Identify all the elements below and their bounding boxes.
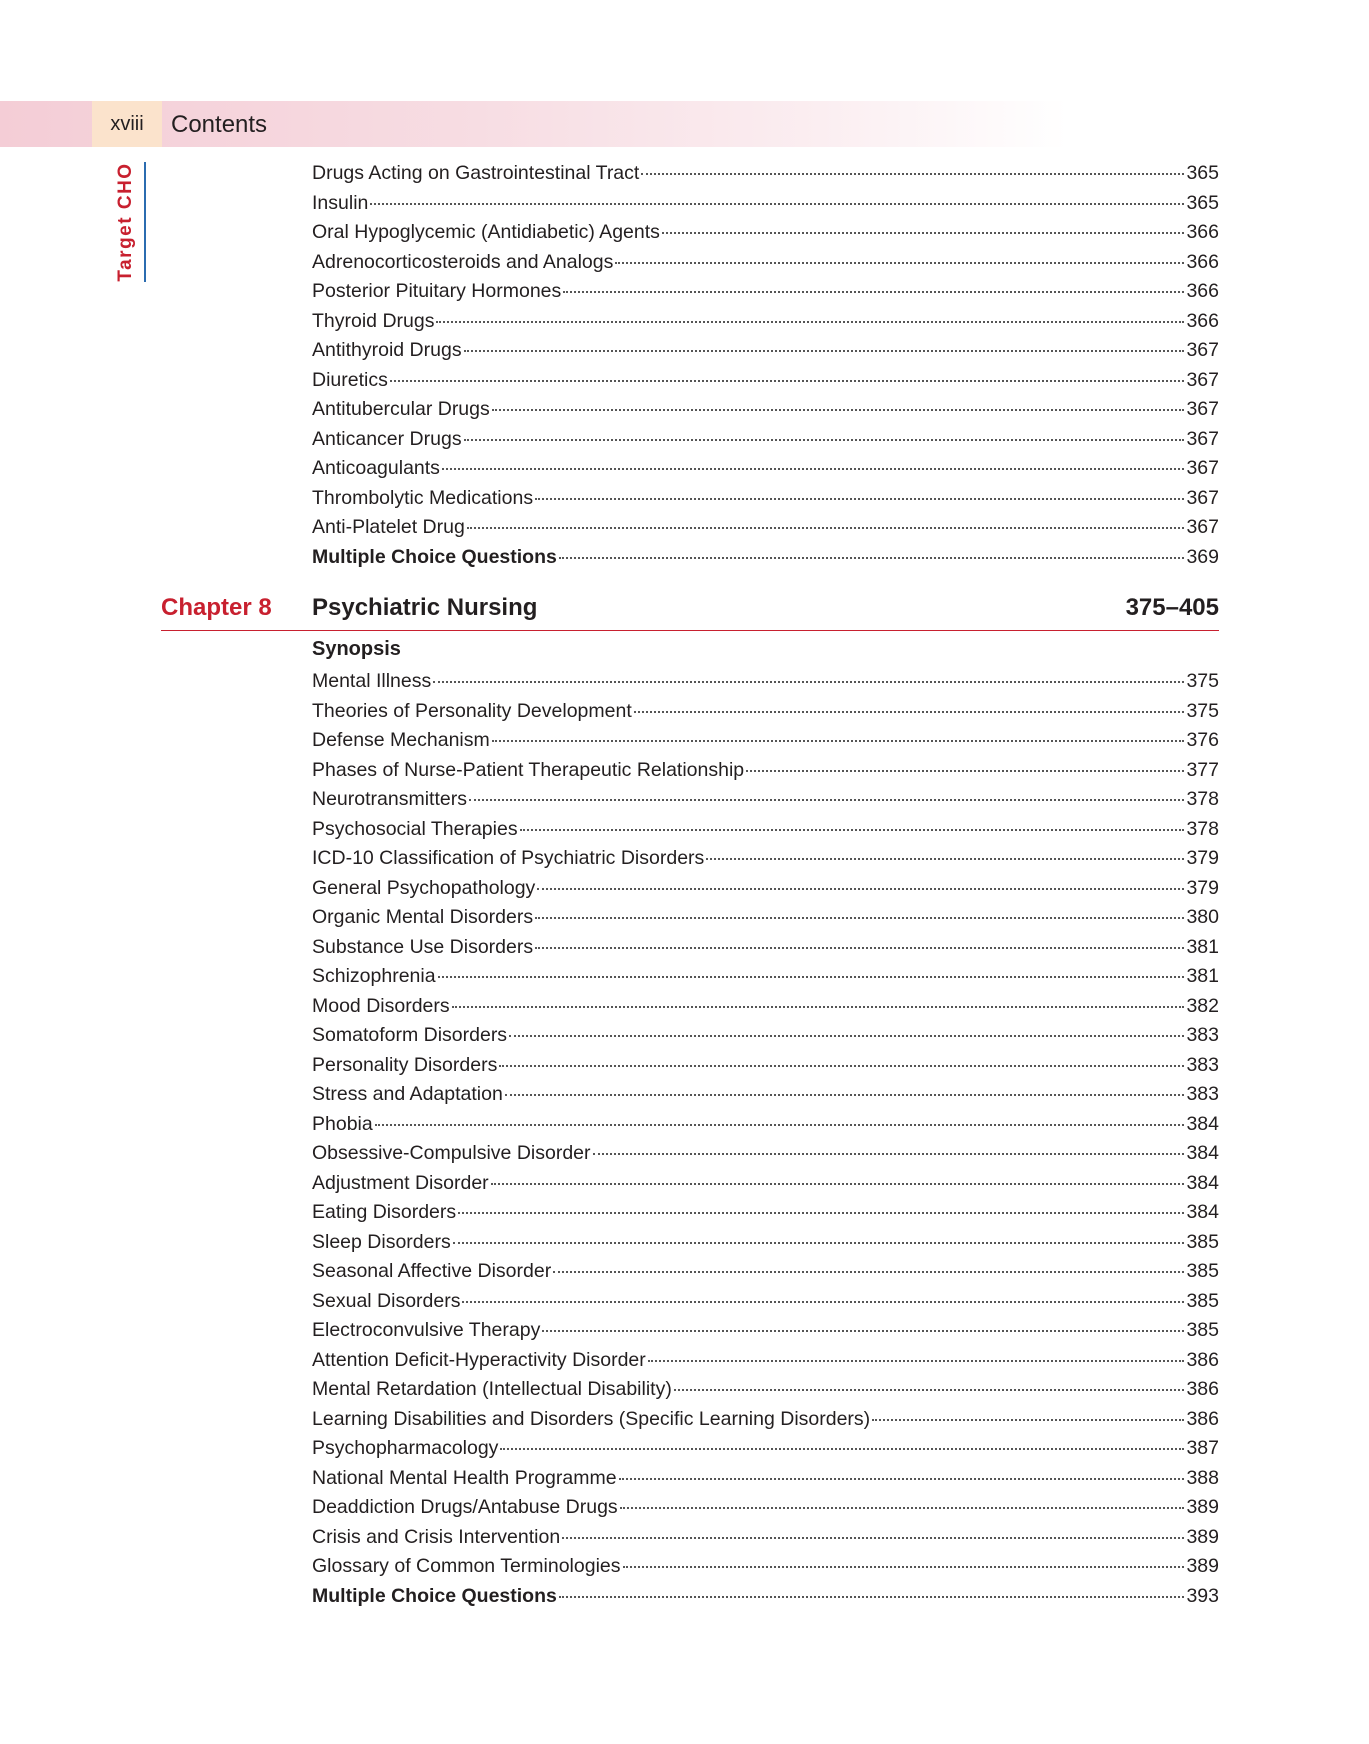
dot-leader: [537, 888, 1184, 890]
toc-entry-page: 384: [1186, 1171, 1219, 1194]
toc-entry[interactable]: [312, 484, 1219, 514]
toc-entry-title: Posterior Pituitary Hormones: [312, 280, 562, 302]
toc-entry-page: 383: [1186, 1083, 1219, 1105]
toc-entry-title: Insulin: [312, 191, 369, 214]
toc-entry[interactable]: [312, 1346, 1219, 1376]
toc-entry[interactable]: [312, 815, 1219, 845]
toc-entry-page: 375: [1186, 670, 1219, 692]
toc-entry-title: Anticancer Drugs: [312, 427, 462, 450]
toc-entry-page: 389: [1186, 1525, 1219, 1548]
toc-entry[interactable]: [312, 1287, 1219, 1317]
toc-entry-title: Thyroid Drugs: [312, 309, 435, 332]
toc-entry-title: Seasonal Affective Disorder: [312, 1260, 552, 1282]
toc-entry-title: National Mental Health Programme: [312, 1466, 617, 1489]
toc-entry[interactable]: [312, 962, 1219, 992]
toc-entry-title: Organic Mental Disorders: [312, 906, 534, 928]
dot-leader: [746, 770, 1184, 772]
dot-leader: [559, 1596, 1185, 1598]
dot-leader: [375, 1124, 1185, 1126]
toc-entry-title: Learning Disabilities and Disorders (Specific Learning Disorders): [312, 1407, 871, 1430]
dot-leader: [634, 711, 1185, 713]
toc-entry-page: 380: [1186, 906, 1219, 928]
dot-leader: [458, 1212, 1184, 1214]
page-number: xviii: [92, 101, 162, 147]
dot-leader: [453, 1242, 1185, 1244]
toc-entry[interactable]: [312, 513, 1219, 543]
toc-entry[interactable]: [312, 1198, 1219, 1228]
toc-entry[interactable]: [312, 1523, 1219, 1553]
toc-entry-page: 378: [1186, 817, 1219, 840]
toc-entry-title: Somatoform Disorders: [312, 1024, 508, 1046]
toc-entry[interactable]: [312, 366, 1219, 396]
toc-entry[interactable]: [312, 874, 1219, 904]
toc-entry-page: 366: [1186, 309, 1219, 332]
dot-leader: [674, 1389, 1185, 1391]
dot-leader: [553, 1271, 1184, 1273]
toc-entry-page: 377: [1186, 758, 1219, 781]
dot-leader: [542, 1330, 1184, 1332]
toc-entry[interactable]: [312, 1375, 1219, 1405]
toc-entry-title: Oral Hypoglycemic (Antidiabetic) Agents: [312, 221, 660, 243]
toc-entry-page: 378: [1186, 788, 1219, 810]
toc-entry[interactable]: [312, 1316, 1219, 1346]
toc-entry-page: 384: [1186, 1112, 1219, 1135]
toc-entry-page: 379: [1186, 876, 1219, 899]
toc-entry-title: Mental Illness: [312, 670, 432, 692]
toc-entry[interactable]: [312, 1228, 1219, 1258]
toc-entry-title: Anti-Platelet Drug: [312, 516, 465, 538]
toc-entry[interactable]: [312, 1434, 1219, 1464]
toc-entry-page: 383: [1186, 1053, 1219, 1076]
toc-entry-page: 393: [1186, 1584, 1219, 1607]
chapter-heading: [161, 590, 1219, 631]
toc-entry-title: Substance Use Disorders: [312, 935, 534, 958]
toc-entry-title: Phases of Nurse-Patient Therapeutic Relationship: [312, 758, 745, 781]
toc-entry[interactable]: [312, 1493, 1219, 1523]
toc-entry-title: Psychosocial Therapies: [312, 817, 518, 840]
side-tab: [108, 162, 146, 282]
toc-entry[interactable]: [312, 992, 1219, 1022]
toc-entry[interactable]: [312, 1169, 1219, 1199]
dot-leader: [619, 1478, 1185, 1480]
toc-entry-title: Drugs Acting on Gastrointestinal Tract: [312, 162, 640, 184]
dot-leader: [436, 321, 1184, 323]
dot-leader: [390, 380, 1185, 382]
chapter-title: Psychiatric Nursing: [312, 594, 538, 621]
toc-entry-page: 389: [1186, 1496, 1219, 1518]
toc-entry-page: 365: [1186, 162, 1219, 184]
dot-leader: [648, 1360, 1185, 1362]
toc-entry[interactable]: [312, 189, 1219, 219]
toc-entry[interactable]: [312, 1552, 1219, 1582]
toc-entry-title: Sleep Disorders: [312, 1230, 451, 1253]
toc-entry-title: Crisis and Crisis Intervention: [312, 1525, 561, 1548]
toc-entry[interactable]: [312, 425, 1219, 455]
dot-leader: [469, 799, 1184, 801]
toc-entry-title: Phobia: [312, 1112, 373, 1135]
toc-entry-page: 387: [1186, 1437, 1219, 1459]
toc-entry-title: Multiple Choice Questions: [312, 545, 557, 568]
toc-entry[interactable]: [312, 903, 1219, 933]
toc-entry-title: Adrenocorticosteroids and Analogs: [312, 250, 614, 273]
toc-entry-title: Stress and Adaptation: [312, 1083, 503, 1105]
toc-entry-page: 382: [1186, 994, 1219, 1017]
dot-leader: [462, 1301, 1184, 1303]
toc-entry-page: 384: [1186, 1201, 1219, 1223]
toc-entry-title: ICD-10 Classification of Psychiatric Disorders: [312, 847, 705, 869]
toc-entry-title: Deaddiction Drugs/Antabuse Drugs: [312, 1496, 618, 1518]
toc-entry-page: 367: [1186, 457, 1219, 479]
dot-leader: [872, 1419, 1184, 1421]
toc-entry-title: Electroconvulsive Therapy: [312, 1319, 541, 1341]
toc-entry-page: 365: [1186, 191, 1219, 214]
toc-entry-page: 366: [1186, 280, 1219, 302]
toc-entry[interactable]: [312, 1405, 1219, 1435]
dot-leader: [370, 203, 1184, 205]
dot-leader: [492, 409, 1185, 411]
toc-entry[interactable]: [312, 543, 1219, 573]
toc-entry[interactable]: [312, 1582, 1219, 1612]
toc-entry[interactable]: [312, 248, 1219, 278]
toc-entry-title: Attention Deficit-Hyperactivity Disorder: [312, 1348, 646, 1371]
chapter-label: Chapter 8: [161, 594, 272, 621]
toc-entry[interactable]: [312, 933, 1219, 963]
toc-entry-page: 366: [1186, 221, 1219, 243]
toc-entry-title: Anticoagulants: [312, 457, 440, 479]
toc-entry[interactable]: [312, 454, 1219, 484]
side-tab-label: Target CHO: [115, 162, 136, 282]
toc-entry[interactable]: [312, 1139, 1219, 1169]
toc-entry-page: 367: [1186, 516, 1219, 538]
toc-entry-title: Antitubercular Drugs: [312, 398, 490, 420]
toc-entry[interactable]: [312, 697, 1219, 727]
toc-entry-page: 381: [1186, 935, 1219, 958]
toc-entry-title: Adjustment Disorder: [312, 1171, 489, 1194]
dot-leader: [452, 1006, 1185, 1008]
dot-leader: [706, 858, 1184, 860]
dot-leader: [562, 1537, 1184, 1539]
dot-leader: [442, 468, 1185, 470]
toc-entry[interactable]: [312, 307, 1219, 337]
dot-leader: [467, 527, 1185, 529]
toc-entry[interactable]: [312, 336, 1219, 366]
toc-entry-page: 376: [1186, 729, 1219, 751]
dot-leader: [662, 232, 1185, 234]
toc-entry-title: Mood Disorders: [312, 994, 450, 1017]
dot-leader: [492, 740, 1185, 742]
toc-entry-title: Neurotransmitters: [312, 788, 467, 810]
dot-leader: [491, 1183, 1185, 1185]
running-head: Contents: [171, 111, 268, 138]
dot-leader: [615, 262, 1184, 264]
dot-leader: [509, 1035, 1184, 1037]
toc-entry[interactable]: [312, 395, 1219, 425]
dot-leader: [593, 1153, 1185, 1155]
dot-leader: [438, 976, 1185, 978]
dot-leader: [641, 173, 1184, 175]
toc-entry-page: 367: [1186, 339, 1219, 361]
toc-entry[interactable]: [312, 1257, 1219, 1287]
toc-entry[interactable]: [312, 277, 1219, 307]
chapter-page-range: 375–405: [1125, 594, 1219, 621]
toc-entry-title: Psychopharmacology: [312, 1437, 499, 1459]
dot-leader: [535, 917, 1184, 919]
toc-entry-title: Personality Disorders: [312, 1053, 498, 1076]
toc-entry[interactable]: [312, 756, 1219, 786]
dot-leader: [559, 557, 1185, 559]
dot-leader: [623, 1566, 1185, 1568]
toc-entry-page: 384: [1186, 1142, 1219, 1164]
toc-entry-title: Defense Mechanism: [312, 729, 490, 751]
toc-entry[interactable]: [312, 1080, 1219, 1110]
toc-entry-page: 385: [1186, 1289, 1219, 1312]
toc-entry-page: 375: [1186, 699, 1219, 722]
toc-entry-title: Antithyroid Drugs: [312, 339, 462, 361]
toc-entry-page: 385: [1186, 1260, 1219, 1282]
toc-entry[interactable]: [312, 667, 1219, 697]
toc-entry-title: Diuretics: [312, 368, 388, 391]
dot-leader: [535, 498, 1184, 500]
dot-leader: [500, 1448, 1184, 1450]
toc-entry[interactable]: [312, 1021, 1219, 1051]
toc-entry-page: 386: [1186, 1348, 1219, 1371]
toc-entry-title: Theories of Personality Development: [312, 699, 632, 722]
toc-entry-page: 381: [1186, 965, 1219, 987]
toc-entry-page: 386: [1186, 1378, 1219, 1400]
toc-entry-page: 367: [1186, 427, 1219, 450]
toc-entry-page: 388: [1186, 1466, 1219, 1489]
toc-entry[interactable]: [312, 218, 1219, 248]
toc-entry-page: 367: [1186, 486, 1219, 509]
toc-entry-title: Multiple Choice Questions: [312, 1584, 557, 1607]
dot-leader: [520, 829, 1185, 831]
dot-leader: [563, 291, 1184, 293]
toc-entry[interactable]: [312, 159, 1219, 189]
toc-entry[interactable]: [312, 844, 1219, 874]
dot-leader: [499, 1065, 1184, 1067]
toc-entry[interactable]: [312, 1051, 1219, 1081]
toc-entry[interactable]: [312, 726, 1219, 756]
toc-entry-page: 367: [1186, 368, 1219, 391]
toc-entry-page: 385: [1186, 1230, 1219, 1253]
toc-continued-list: [312, 159, 1219, 572]
toc-entry-page: 366: [1186, 250, 1219, 273]
dot-leader: [505, 1094, 1185, 1096]
toc-entry-page: 367: [1186, 398, 1219, 420]
dot-leader: [464, 439, 1185, 441]
toc-entry-page: 385: [1186, 1319, 1219, 1341]
toc-entry-page: 386: [1186, 1407, 1219, 1430]
toc-entry-title: Eating Disorders: [312, 1201, 457, 1223]
dot-leader: [464, 350, 1185, 352]
toc-entry[interactable]: [312, 1464, 1219, 1494]
toc-entry-page: 369: [1186, 545, 1219, 568]
toc-entry[interactable]: [312, 1110, 1219, 1140]
toc-chapter-list: [312, 667, 1219, 1611]
toc-entry-title: Obsessive-Compulsive Disorder: [312, 1142, 591, 1164]
toc-entry-title: General Psychopathology: [312, 876, 536, 899]
toc-entry-page: 379: [1186, 847, 1219, 869]
toc-entry-title: Thrombolytic Medications: [312, 486, 534, 509]
toc-entry-title: Schizophrenia: [312, 965, 436, 987]
toc-entry[interactable]: [312, 785, 1219, 815]
toc-entry-page: 389: [1186, 1555, 1219, 1577]
dot-leader: [535, 947, 1184, 949]
dot-leader: [620, 1507, 1185, 1509]
dot-leader: [433, 681, 1184, 683]
toc-entry-page: 383: [1186, 1024, 1219, 1046]
toc-entry-title: Sexual Disorders: [312, 1289, 461, 1312]
synopsis-heading: Synopsis: [312, 638, 401, 660]
toc-entry-title: Mental Retardation (Intellectual Disability): [312, 1378, 672, 1400]
toc-entry-title: Glossary of Common Terminologies: [312, 1555, 621, 1577]
